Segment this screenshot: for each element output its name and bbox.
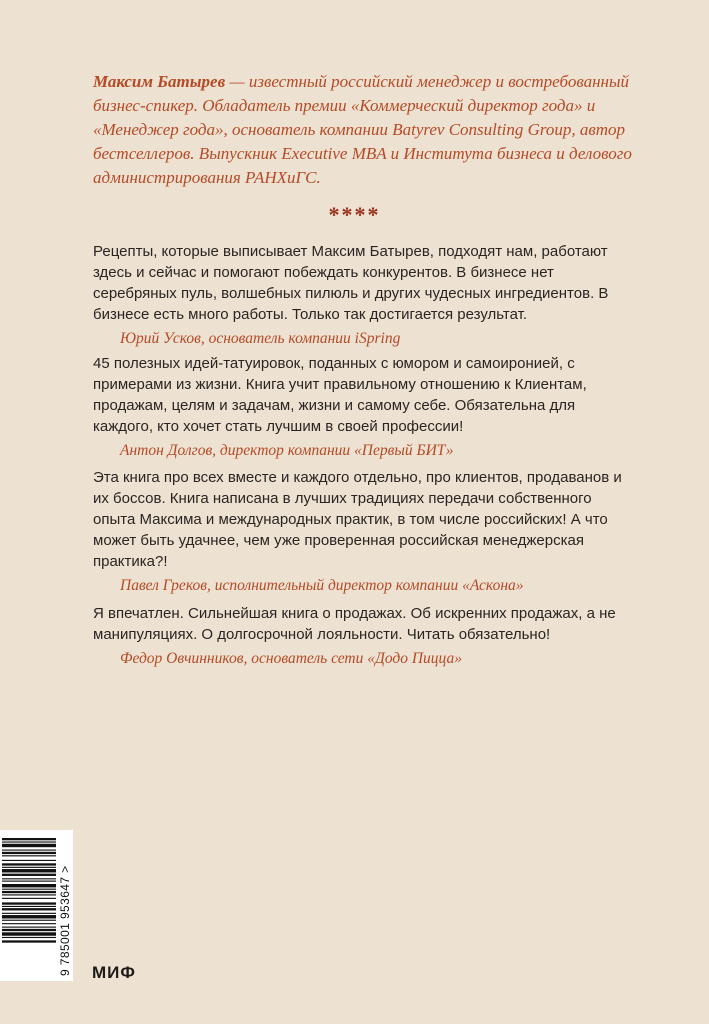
barcode-bar: [2, 863, 56, 865]
review-block: [93, 467, 633, 596]
barcode-bar: [2, 867, 56, 868]
review-author: Павел Греков, исполнительный директор компании «Аскона»: [120, 577, 524, 594]
author-bio: [93, 70, 633, 190]
barcode-bar: [2, 884, 56, 887]
review-text: Рецепты, которые выписывает Максим Батырев, подходят нам, работают здесь и сейчас и помогают побеждать конкурентов. В бизнесе нет серебряных пуль, волшебных пилюль и других чудесных ингредиентов. В бизнесе есть много работы. Только так достигается результат.: [93, 243, 609, 323]
barcode-bar: [2, 940, 56, 942]
review-author: Юрий Усков, основатель компании iSpring: [120, 330, 401, 347]
barcode-bar: [2, 894, 56, 895]
review-text: Эта книга про всех вместе и каждого отдельно, про клиентов, продаванов и их боссов. Книга написана в лучших традициях передачи собственного опыта Максима и международных практик, в том числе российских! А что может быть удачнее, чем уже проверенная российская менеджерская практика?!: [93, 469, 622, 570]
barcode-bar: [2, 855, 56, 856]
barcode-bar: [2, 874, 56, 876]
barcode-bar: [2, 841, 56, 842]
isbn-barcode: [0, 830, 73, 981]
barcode-bar: [2, 850, 56, 851]
publisher-logo: МИФ: [92, 963, 136, 982]
barcode-digits: 9 785001 953647 >: [58, 865, 72, 976]
barcode-bar: [2, 852, 56, 854]
author-bio-text: — известный российский менеджер и востребованный бизнес-спикер. Обладатель премии «Коммерческий директор года» и «Менеджер года», основатель компании Batyrev Consulting Group, автор бестселлеров. Выпускник Executive MBA и Института бизнеса и делового администрирования РАНХиГС.: [93, 72, 632, 187]
barcode-bar: [2, 860, 56, 861]
barcode-bar: [2, 902, 56, 904]
barcode-bar: [2, 869, 56, 872]
barcode-bar: [2, 881, 56, 882]
barcode-bar: [2, 927, 56, 928]
barcode-bar: [2, 906, 56, 907]
section-separator: ****: [328, 202, 381, 227]
barcode-bar: [2, 923, 56, 924]
barcode-bar: [2, 913, 56, 914]
barcode-bar: [2, 844, 56, 847]
review-block: [93, 603, 633, 669]
review-text: Я впечатлен. Сильнейшая книга о продажах. Об искренних продажах, а не манипуляциях. О долгосрочной лояльности. Читать обязательно!: [93, 605, 616, 643]
barcode-bar: [2, 889, 56, 890]
review-text: 45 полезных идей-татуировок, поданных с юмором и самоиронией, с примерами из жизни. Книга учит правильному отношению к Клиентам, продажам, целям и задачам, жизни и самому себе. Обязательна для каждого, кто хочет стать лучшим в своей профессии!: [93, 355, 587, 435]
review-block: [93, 241, 633, 349]
barcode-bar: [2, 878, 56, 879]
barcode-bar: [2, 929, 56, 931]
barcode-bar: [2, 932, 56, 935]
author-name: Максим Батырев: [93, 72, 226, 91]
barcode-bar: [2, 838, 56, 840]
review-author: Антон Долгов, директор компании «Первый БИТ»: [120, 442, 454, 459]
review-block: [93, 353, 633, 461]
barcode-bar: [2, 920, 56, 921]
barcode-bars: [2, 838, 56, 976]
barcode-bar: [2, 898, 56, 899]
review-author: Федор Овчинников, основатель сети «Додо Пицца»: [120, 650, 462, 667]
barcode-bar: [2, 908, 56, 910]
barcode-bar: [2, 891, 56, 893]
barcode-bar: [2, 937, 56, 938]
barcode-bar: [2, 915, 56, 918]
